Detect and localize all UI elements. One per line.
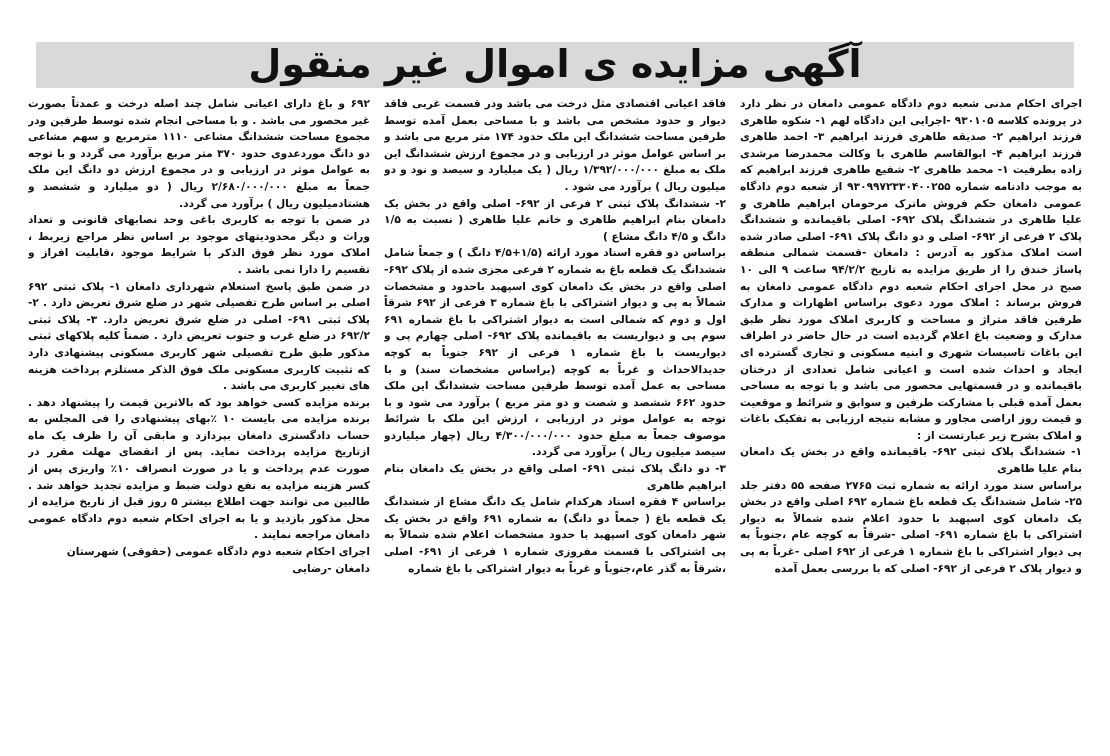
paragraph: براساس دو فقره اسناد مورد ارائه (۱/۵+۴/۵ دانگ ) و جمعاً شامل ششدانگ یک قطعه باغ به شماره ۲ فرعی مجزی شده از پلاک ۶۹۲- اصلی واقع در بخش یک دامغان کوی اسپهبد باحدود و مشخصات شمالاً به پی و دیوار اشتراکی با باغ شماره ۳ فرعی از ۶۹۲ شرقاً اول و دوم که شمالی است به دیوار اشتراکی با باغ شماره ۶۹۱ سوم پی و دیواریست به باقیمانده پلاک ۶۹۲- اصلی چهارم پی و دیواریست با باغ شماره ۱ فرعی از ۶۹۲ جنوباً به کوچه جدیدالاحداث و غرباً به کوچه (براساس مشخصات سند) و با مساحی به عمل آمده توسط طرفین مساحت ششدانگ این ملک حدود ۶۶۲ ششصد و شصت و دو متر مربع ) برآورد می شود و با توجه به عوامل موثر در ارزیابی ، ارزش این ملک با شرائط موصوف جمعاً به مبلغ حدود ۴/۳۰۰/۰۰۰/۰۰۰ ریال (چهار میلیاردو سیصد میلیون ریال ) برآورد می گردد.	[384, 247, 726, 459]
notice-title: آگهی مزایده ی اموال غیر منقول	[248, 42, 862, 86]
paragraph: فاقد اعیانی اقتصادی مثل درخت می باشد ودر قسمت غربی فاقد دیوار و حدود مشخص می باشد و با مساحی بعمل آمده توسط طرفین مساحت ششدانگ این ملک حدود ۱۷۴ متر مربع می باشد و بر اساس عوامل موثر در ارزیابی و در مجموع ارزش ششدانگ این ملک به مبلغ ۱/۳۹۲/۰۰۰/۰۰۰ ریال ( یک میلیارد و سیصد و نود و دو میلیون ریال ) برآورد می شود .	[384, 98, 726, 193]
notice-columns	[28, 96, 1082, 746]
paragraph: براساس ۴ فقره اسناد هرکدام شامل یک دانگ مشاع از ششدانگ یک قطعه باغ ( جمعاً دو دانگ) به شماره ۶۹۱ واقع در بخش یک شهر دامغان کوی اسپهبد با حدود مشخصات اعلام شده شمالاً به پی اشتراکی با قسمت مفروزی شماره ۱ فرعی از ۶۹۱- اصلی ،شرقاً به گذر عام،جنوباً و غرباً به دیوار اشتراکی با باغ شماره	[384, 496, 726, 575]
paragraph: ۶۹۲ و باغ دارای اعیانی شامل چند اصله درخت و عمدتاً بصورت غیر محصور می باشد . و با مساحی انجام شده توسط طرفین ودر مجموع مساحت ششدانگ مشاعی ۱۱۱۰ مترمربع و سهم مشاعی دو دانگ موردعدوی حدود ۳۷۰ متر مربع برآورد می گردد و با توجه به عوامل موثر در ارزیابی و در مجموع ارزش دو دانگ این ملک جمعاً به مبلغ ۲/۶۸۰/۰۰۰/۰۰۰ ریال ( دو میلیارد و ششصد و هشتادمیلیون ریال ) برآورد می گردد.	[28, 98, 370, 210]
column-middle	[384, 96, 726, 746]
paragraph: اجرای احکام مدنی شعبه دوم دادگاه عمومی دامغان در نظر دارد در پرونده کلاسه ۹۳۰۱۰۵ -اجرایی این دادگاه لهم ۱- شکوه طاهری فرزند ابراهیم ۲- صدیقه طاهری فرزند ابراهیم ۳- احمد طاهری فرزند ابراهیم ۴- ابوالقاسم طاهری با وکالت محمدرضا مرشدی زاده بطرفیت ۱- محمد طاهری ۲- شفیع طاهری فرزند ابراهیم که به موجب دادنامه شماره ۹۳۰۹۹۷۲۳۳۰۴۰۰۲۵۵ از شعبه دوم دادگاه عمومی دامغان حکم فروش ماترک مرحومان ابراهیم طاهری و علیا طاهری در ششدانگ پلاک ۶۹۲- اصلی باقیمانده و ششدانگ پلاک ۲ فرعی از ۶۹۲- اصلی و دو دانگ پلاک ۶۹۱- اصلی صادر شده است املاک مذکور به آدرس : دامغان -قسمت شمالی منطقه پاساژ خندق را از طریق مزایده به تاریخ ۹۴/۲/۲ ساعت ۹ الی ۱۰ صبح در محل اجرای احکام شعبه دوم دادگاه عمومی دامغان به فروش برساند : املاک مورد دعوی براساس اظهارات و مدارک طرفین فاقد متراژ و مساحت و کاربری املاک مورد نظر طبق مدارک و وضعیت باغ اعلام گردیده است در حال حاضر در اطراف این باغات تاسیسات شهری و ابنیه مسکونی و تجاری گسترده ای ایجاد و احداث شده است و اعیانی شامل تعدادی از درختان باقیمانده و در قسمتهایی محصور می باشد و با توجه به مساحی بعمل آمده قبلی با مشارکت طرفین و سوابق و شرائط و موقعیت و قیمت روز اراضی مجاور و مشابه نتیجه ارزیابی به تفکیک باغات و املاک بشرح زیر عبارتست از :	[740, 98, 1082, 442]
paragraph: در ضمن با توجه به کاربری باغی وحد نصابهای قانونی و تعداد وراث و دیگر محدودیتهای موجود بر اساس نظر مراجع زیربط ، املاک مورد نظر فوق الذکر با شرایط موجود ،قابلیت افراز و تقسیم را دارا نمی باشد .	[28, 214, 370, 276]
column-right	[740, 96, 1082, 746]
signature-line-1: اجرای احکام شعبه دوم دادگاه عمومی (حقوقی) شهرستان	[66, 546, 370, 559]
paragraph: ۳- دو دانگ پلاک ثبتی ۶۹۱- اصلی واقع در بخش یک دامغان بنام ابراهیم طاهری	[384, 463, 726, 492]
paragraph: در ضمن طبق پاسخ استعلام شهرداری دامغان ۱- پلاک ثبتی ۶۹۲ اصلی بر اساس طرح تفصیلی شهر در ضلع شرق تعریض دارد . ۲- پلاک ثبتی ۶۹۱- اصلی در ضلع شرق تعریض دارد. ۳- پلاک ثبتی ۶۹۲/۲ در ضلع غرب و جنوب تعریض دارد . ضمناً کلیه پلاکهای ثبتی مذکور طبق طرح تفصیلی شهر کاربری مسکونی پیشنهادی دارد که تثبیت کاربری مسکونی ملک فوق الذکر مستلزم پرداخت هزینه های تغییر کاربری می باشد .	[28, 280, 370, 393]
paragraph: برنده مزایده کسی خواهد بود که بالاترین قیمت را پیشنهاد دهد . برنده مزایده می بایست ۱۰ ٪بهای پیشنهادی را فی المجلس به حساب دادگستری دامغان بپردازد و مابقی آن را ظرف یک ماه ازتاریخ مزایده پرداخت نماید. پس از انقضای مهلت مقرر در صورت عدم پرداخت و یا در صورت انصراف ۱۰٪ واریزی پس از کسر هزینه مزایده به نفع دولت ضبط و مزایده تجدید خواهد شد . طالبین می توانند جهت اطلاع بیشتر ۵ روز قبل از تاریخ مزایده از محل مذکور بازدید و یا به اجرای احکام شعبه دوم دادگاه عمومی دامغان مراجعه نمایند .	[28, 396, 370, 542]
title-wrap	[0, 34, 1110, 94]
paragraph: براساس سند مورد ارائه به شماره ثبت ۲۷۶۵ صفحه ۵۵ دفتر جلد ۲۵- شامل ششدانگ یک قطعه باغ شماره ۶۹۲ اصلی واقع در بخش یک دامغان کوی اسپهبد با حدود اعلام شده شمالاً به دیوار اشتراکی با باغ شماره ۶۹۱- اصلی -شرقاً به کوچه عام ،جنوباً به پی دیوار اشتراکی با باغ شماره ۱ فرعی از ۶۹۲ اصلی -غرباً به پی و دیوار پلاک ۲ فرعی از ۶۹۲- اصلی که با بررسی بعمل آمده	[740, 479, 1082, 575]
paragraph: ۱- ششدانگ پلاک ثبتی ۶۹۲- باقیمانده واقع در بخش یک دامغان بنام علیا طاهری	[740, 446, 1082, 476]
column-left	[28, 96, 370, 746]
signature-line-2: دامغان -رضایی	[292, 562, 370, 575]
paragraph: ۲- ششدانگ پلاک ثبتی ۲ فرعی از ۶۹۲- اصلی واقع در بخش یک دامغان بنام ابراهیم طاهری و خانم علیا طاهری ( نسبت به ۱/۵ دانگ و ۴/۵ دانگ مشاع )	[384, 197, 726, 243]
